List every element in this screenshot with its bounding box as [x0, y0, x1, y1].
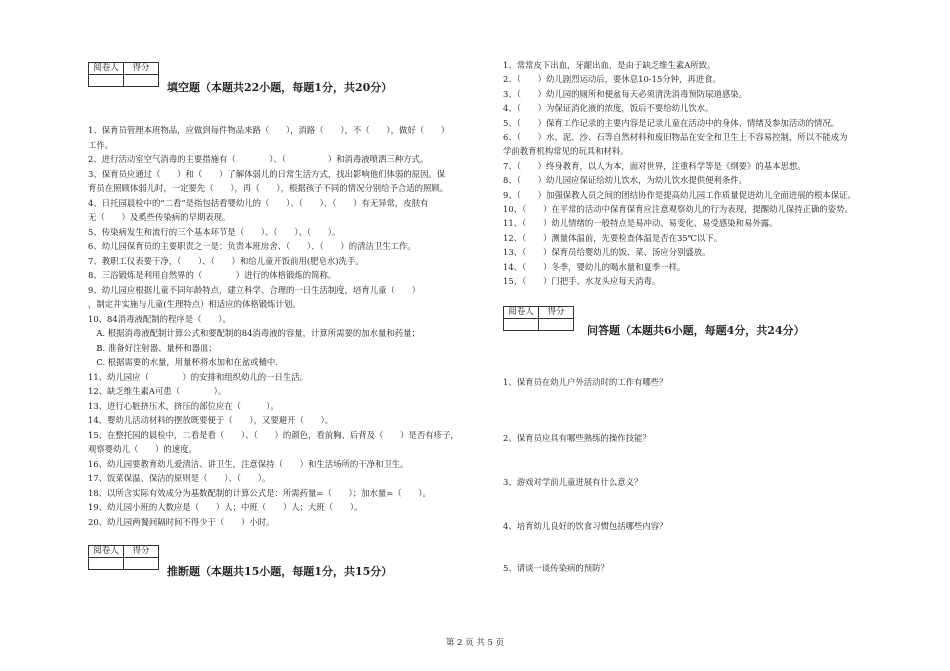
- qa-question: 5、请谈一谈传染病的预防？: [503, 563, 609, 573]
- score-cell: [124, 558, 159, 570]
- fill-question-line: 17、饭菜保温、保洁的原则是（ ）、（ ）。: [88, 473, 271, 483]
- fill-question-line: 12、缺乏维生素A可患（ ）。: [88, 386, 227, 396]
- fill-question-line: 无（ ）及奚些传染病的早期表现。: [88, 212, 231, 222]
- judge-question-line: 13、（ ）保育员给婴幼儿的饭、菜、汤应分别盛放。: [503, 247, 711, 258]
- qa-question: 2、保育员应具有哪些熟练的操作技能？: [503, 433, 651, 443]
- reviewer-label: 阅卷人: [504, 307, 539, 319]
- score-label: 得分: [539, 307, 574, 319]
- fill-question-line: 育员在照顾体弱儿时，一定要先（ ），再（ ），根据孩子不同的情况分别给予合适的照顾。: [88, 183, 449, 193]
- fill-question-line: 4、日托园晨检中的“二看”是指包括看婴幼儿的（ ）、（ ）、（ ）有无异常，皮肤有: [88, 197, 429, 208]
- judge-question-line: 14、（ ）冬季，婴幼儿的喝水量和夏季一样。: [503, 261, 686, 272]
- judge-question-line: 3、（ ）幼儿园的厕所和便盆每天必须清洗消毒预防尿道感染。: [503, 88, 748, 99]
- fill-question-line: ，制定并实施与儿童(生理特点）相适应的体格锻炼计划。: [88, 299, 301, 309]
- judge-question-line: 5、（ ）保育工作记录的主要内容是记录儿童在活动中的身体、情绪及参加活动的情况。: [503, 117, 840, 128]
- judge-question-line: 15、（ ）门把手、水龙头应每天消毒。: [503, 276, 661, 286]
- fill-question-line: 工作。: [88, 139, 114, 150]
- fill-question-line: 16、幼儿园要教育幼儿爱清洁、讲卫生，注意保持（ ）和生活场所的干净和卫生。: [88, 458, 409, 469]
- qa-question: 4、培育幼儿良好的饮食习惯包括哪些内容？: [503, 521, 668, 531]
- judge-question-line: 12、（ ）测量体温前，先要检查体温是否在35℃以下。: [503, 232, 723, 243]
- fill-question-line: A. 根据消毒液配制计算公式和要配制的84消毒液的容量，计算所需要的加水量和药量；: [88, 328, 420, 338]
- fill-question-line: 观察婴幼儿（ ）的速度。: [88, 444, 197, 454]
- reviewer-label: 阅卷人: [89, 63, 124, 75]
- judge-question-line: 1、常常皮下出血，牙龈出血，是由于缺乏维生素A所致。: [503, 60, 716, 70]
- fill-question-line: B. 准备好注射器、量杯和器皿；: [88, 342, 217, 353]
- judge-question-line: 10、（ ）在平常的活动中保育保育应注意观察幼儿的行为表现，提醒幼儿保持正确的姿势。: [503, 204, 853, 214]
- fill-question-line: 2、进行活动室空气消毒的主要措施有（ ）、（ ）和消毒液喷洒三种方式。: [88, 154, 429, 164]
- judge-question-line: 学前教育机构常见的玩具和材料。: [503, 146, 629, 157]
- score-cell: [124, 75, 159, 87]
- score-box-qa: [503, 306, 574, 331]
- score-label: 得分: [124, 63, 159, 75]
- fill-question-line: 13、进行心脏挤压术，挤压的部位应在（ ）。: [88, 400, 279, 411]
- judge-question-line: 6、（ ）水、泥、沙、石等自然材料和废旧物品在安全和卫生上不容易控制，所以不能成为: [503, 132, 848, 142]
- fill-question-line: 1、保育员管理本班物品，应做到每件物品来路（ ），消路（ ），不（ ），做好（ ）: [88, 125, 450, 135]
- fill-question-line: 8、三浴锻炼是利用自然界的（ ）进行的体格锻炼的简称。: [88, 270, 337, 280]
- judge-question-line: 4、（ ）为保证消化液的浓度，饭后不要给幼儿饮水。: [503, 103, 714, 114]
- reviewer-cell: [89, 558, 124, 570]
- fill-question-line: 20、幼儿园两餐间隔时间不得少于（ ）小时。: [88, 516, 275, 527]
- reviewer-label: 阅卷人: [89, 546, 124, 558]
- fill-question-line: 15、在整托园的晨检中，二看是看（ ）、（ ）的颜色，看前胸、后背及（ ）是否有疹子，: [88, 429, 459, 440]
- reviewer-cell: [504, 319, 539, 331]
- judge-question-line: 7、（ ）终身教育，以人为本，面对世界，注重科学等是《纲要》的基本思想。: [503, 160, 806, 171]
- judge-question-line: 8、（ ）幼儿园应保证给幼儿饮水，为幼儿饮水提供便利条件。: [503, 175, 748, 186]
- fill-question-line: 7、教职工仪表要干净，（ ）、（ ）和给儿童开饭前用(肥皂水)洗手。: [88, 255, 364, 266]
- fill-question-line: 11、幼儿园应（ ）的安排和组织幼儿的一日生活。: [88, 371, 309, 382]
- fill-question-line: 5、传染病发生和流行的三个基本环节是（ ）、（ ）、（ ）。: [88, 226, 341, 237]
- page-footer: 第 2 页 共 5 页: [445, 638, 505, 648]
- fill-question-line: 6、幼儿园保育员的主要职责之一是：负责本班房舍、（ ）、（ ）的清洁卫生工作。: [88, 241, 416, 251]
- qa-section-title: 问答题（本题共6小题，每题4分，共24分）: [587, 324, 805, 337]
- qa-question: 1、保育员在幼儿户外活动时的工作有哪些？: [503, 377, 668, 387]
- score-cell: [539, 319, 574, 331]
- fill-question-line: 9、幼儿园应根据儿童不同年龄特点，建立科学、合理的一日生活制度，培育儿童（ ）: [88, 284, 420, 295]
- judge-section-title: 推断题（本题共15小题，每题1分，共15分）: [167, 565, 393, 578]
- judge-question-line: 2、（ ）幼儿剧烈运动后，要休息10-15分钟，再进食。: [503, 74, 721, 85]
- fill-question-line: 10、84消毒液配制的程序是（ ）。: [88, 313, 231, 324]
- score-box-fill: [88, 62, 159, 87]
- score-label: 得分: [124, 546, 159, 558]
- qa-question: 3、游戏对学前儿童进展有什么意义？: [503, 477, 643, 487]
- judge-question-line: 11、（ ）幼儿情绪的一般特点是易冲动、易变化、易受感染和易外露。: [503, 218, 778, 229]
- fill-section-title: 填空题（本题共22小题，每题1分，共20分）: [167, 81, 393, 94]
- judge-question-line: 9、（ ）加强保教人员之间的团结协作是提高幼儿园工作质量促进幼儿全面进展的根本保证。: [503, 189, 856, 200]
- fill-question-line: 3、保育员应通过（ ）和（ ）了解体弱儿的日常生活方式，找出影响他们体弱的原因。保: [88, 168, 446, 179]
- score-box-judge: [88, 545, 159, 570]
- fill-question-line: 14、婴幼儿活动材料的摆放既要便于（ ），又要避开（ ）。: [88, 415, 334, 425]
- fill-question-line: 19、幼儿园小班的人数应是（ ）人；中班（ ）人；大班（ ）。: [88, 502, 363, 512]
- reviewer-cell: [89, 75, 124, 87]
- fill-question-line: C. 根据需要的水量，用量杯将水加和在盆或桶中.: [88, 357, 278, 367]
- fill-question-line: 18、以所含实际有效成分为基数配制的计算公式是：所需药量=（ ）；加水量=（ ）。: [88, 487, 431, 498]
